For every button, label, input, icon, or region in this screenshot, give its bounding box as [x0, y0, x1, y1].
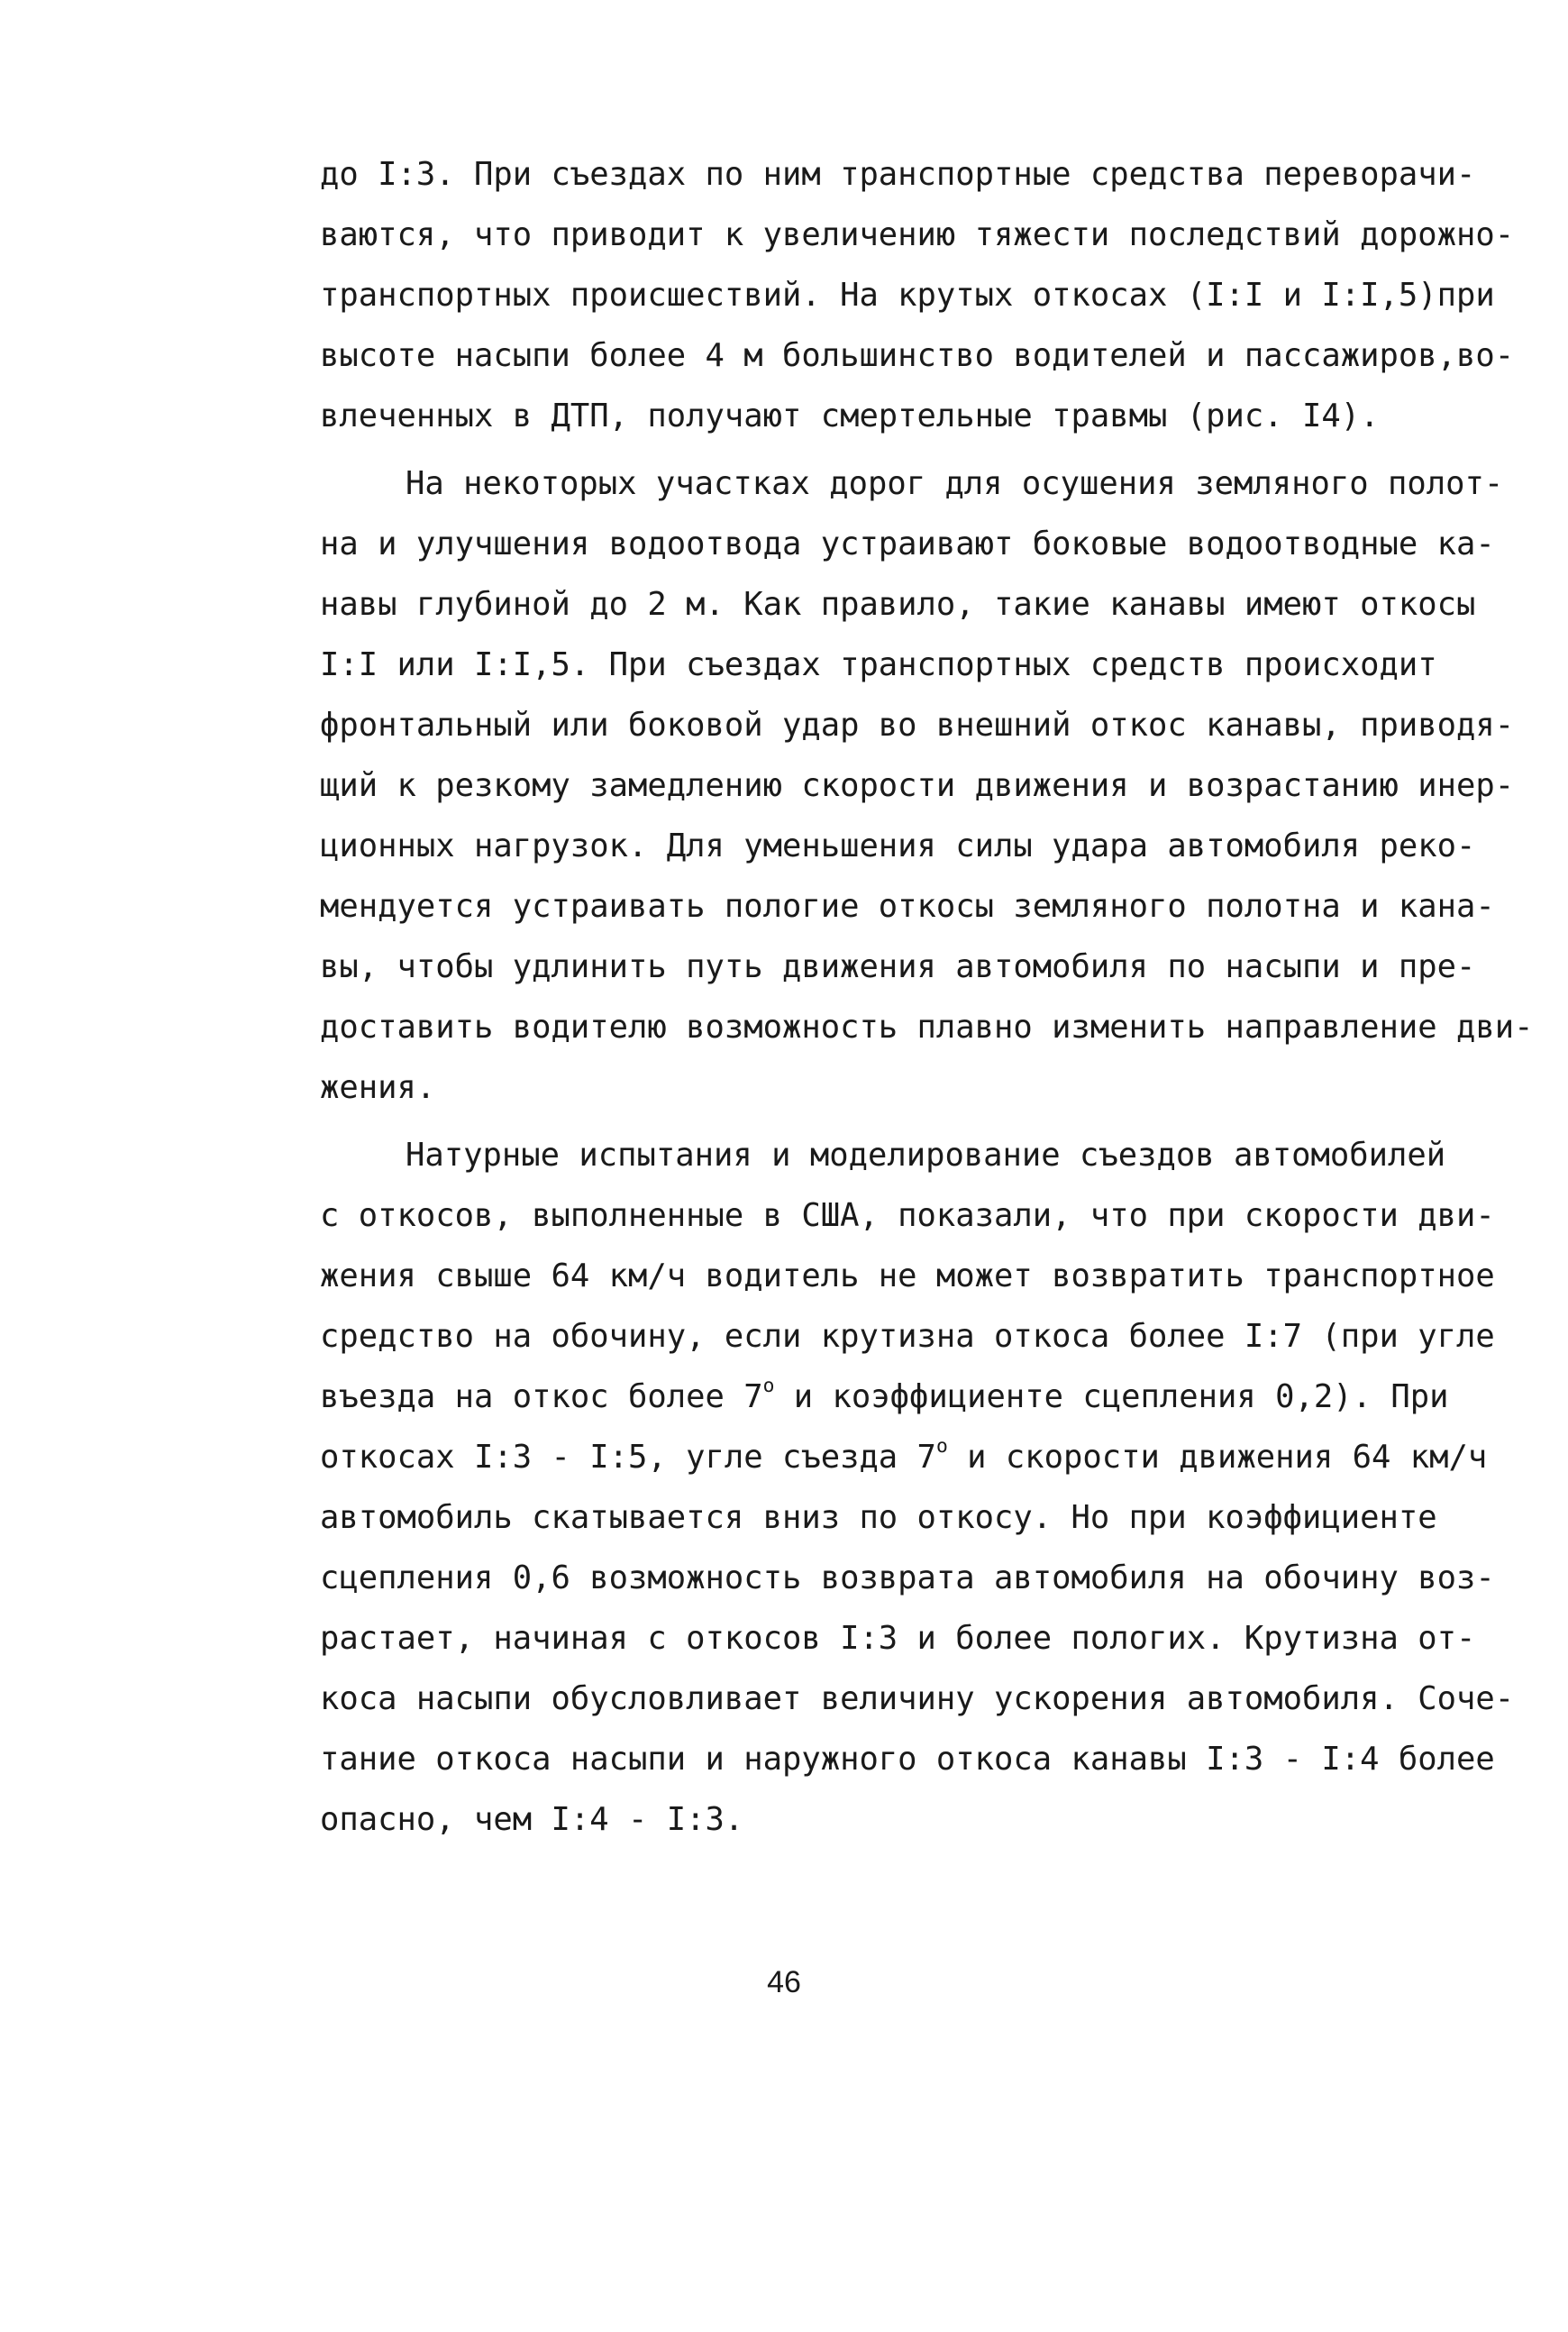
text-line: жения. — [320, 1069, 436, 1106]
text-line: На некоторых участках дорог для осушения земляного полот- — [406, 465, 1504, 502]
text-line: фронтальный или боковой удар во внешний откос канавы, приводя- — [320, 707, 1515, 744]
text-line: щий к резкому замедлению скорости движения и возрастанию инер- — [320, 767, 1515, 804]
text-line: высоте насыпи более 4 м большинство водителей и пассажиров,во- — [320, 337, 1515, 374]
text-line: I:I или I:I,5. При съездах транспортных средств происходит — [320, 646, 1437, 683]
text-line: ваются, что приводит к увеличению тяжести последствий дорожно- — [320, 216, 1515, 253]
text-line: автомобиль скатывается вниз по откосу. Но при коэффициенте — [320, 1499, 1437, 1536]
text-line: на и улучшения водоотвода устраивают боковые водоотводные ка- — [320, 526, 1495, 562]
text-line: растает, начиная с откосов I:3 и более пологих. Крутизна от- — [320, 1620, 1476, 1657]
page-number: 46 — [767, 1965, 801, 1999]
text-line: Натурные испытания и моделирование съездов автомобилей — [406, 1137, 1446, 1174]
text-line: доставить водителю возможность плавно изменить направление дви- — [320, 1009, 1534, 1046]
text-line: средство на обочину, если крутизна откоса более I:7 (при угле — [320, 1318, 1495, 1355]
paragraph-1 — [320, 144, 1515, 446]
text-line: мендуется устраивать пологие откосы земляного полотна и кана- — [320, 888, 1495, 925]
text-line: до I:3. При съездах по ним транспортные средства переворачи- — [320, 156, 1476, 193]
paragraph-2 — [320, 446, 1534, 1118]
text-line: сцепления 0,6 возможность возврата автомобиля на обочину воз- — [320, 1559, 1495, 1596]
body-text — [320, 144, 1534, 1850]
text-line: навы глубиной до 2 м. Как правило, такие канавы имеют откосы — [320, 586, 1476, 623]
text-fragment: и коэффициенте сцепления 0,2). При — [774, 1378, 1449, 1415]
text-line: влеченных в ДТП, получают смертельные травмы (рис. I4). — [320, 398, 1380, 434]
text-fragment: откосах I:3 - I:5, угле съезда 7 — [320, 1439, 936, 1476]
text-line: жения свыше 64 км/ч водитель не может возвратить транспортное — [320, 1257, 1495, 1294]
degree-superscript: о — [935, 1434, 948, 1458]
text-line — [320, 1367, 1464, 1427]
text-fragment: и скорости движения 64 км/ч — [947, 1439, 1488, 1476]
text-line: с откосов, выполненные в США, показали, что при скорости дви- — [320, 1197, 1495, 1234]
text-fragment: въезда на откос более 7 — [320, 1378, 763, 1415]
text-line: коса насыпи обусловливает величину ускорения автомобиля. Соче- — [320, 1680, 1515, 1717]
paragraph-3 — [320, 1118, 1515, 1850]
text-line: тание откоса насыпи и наружного откоса канавы I:3 - I:4 более — [320, 1741, 1495, 1778]
text-line: ционных нагрузок. Для уменьшения силы удара автомобиля реко- — [320, 828, 1476, 864]
degree-superscript: о — [762, 1374, 775, 1397]
text-line: транспортных происшествий. На крутых откосах (I:I и I:I,5)при — [320, 277, 1495, 314]
text-line: вы, чтобы удлинить путь движения автомобиля по насыпи и пре- — [320, 948, 1476, 985]
text-line — [320, 1427, 1488, 1487]
text-line: опасно, чем I:4 - I:3. — [320, 1801, 744, 1838]
